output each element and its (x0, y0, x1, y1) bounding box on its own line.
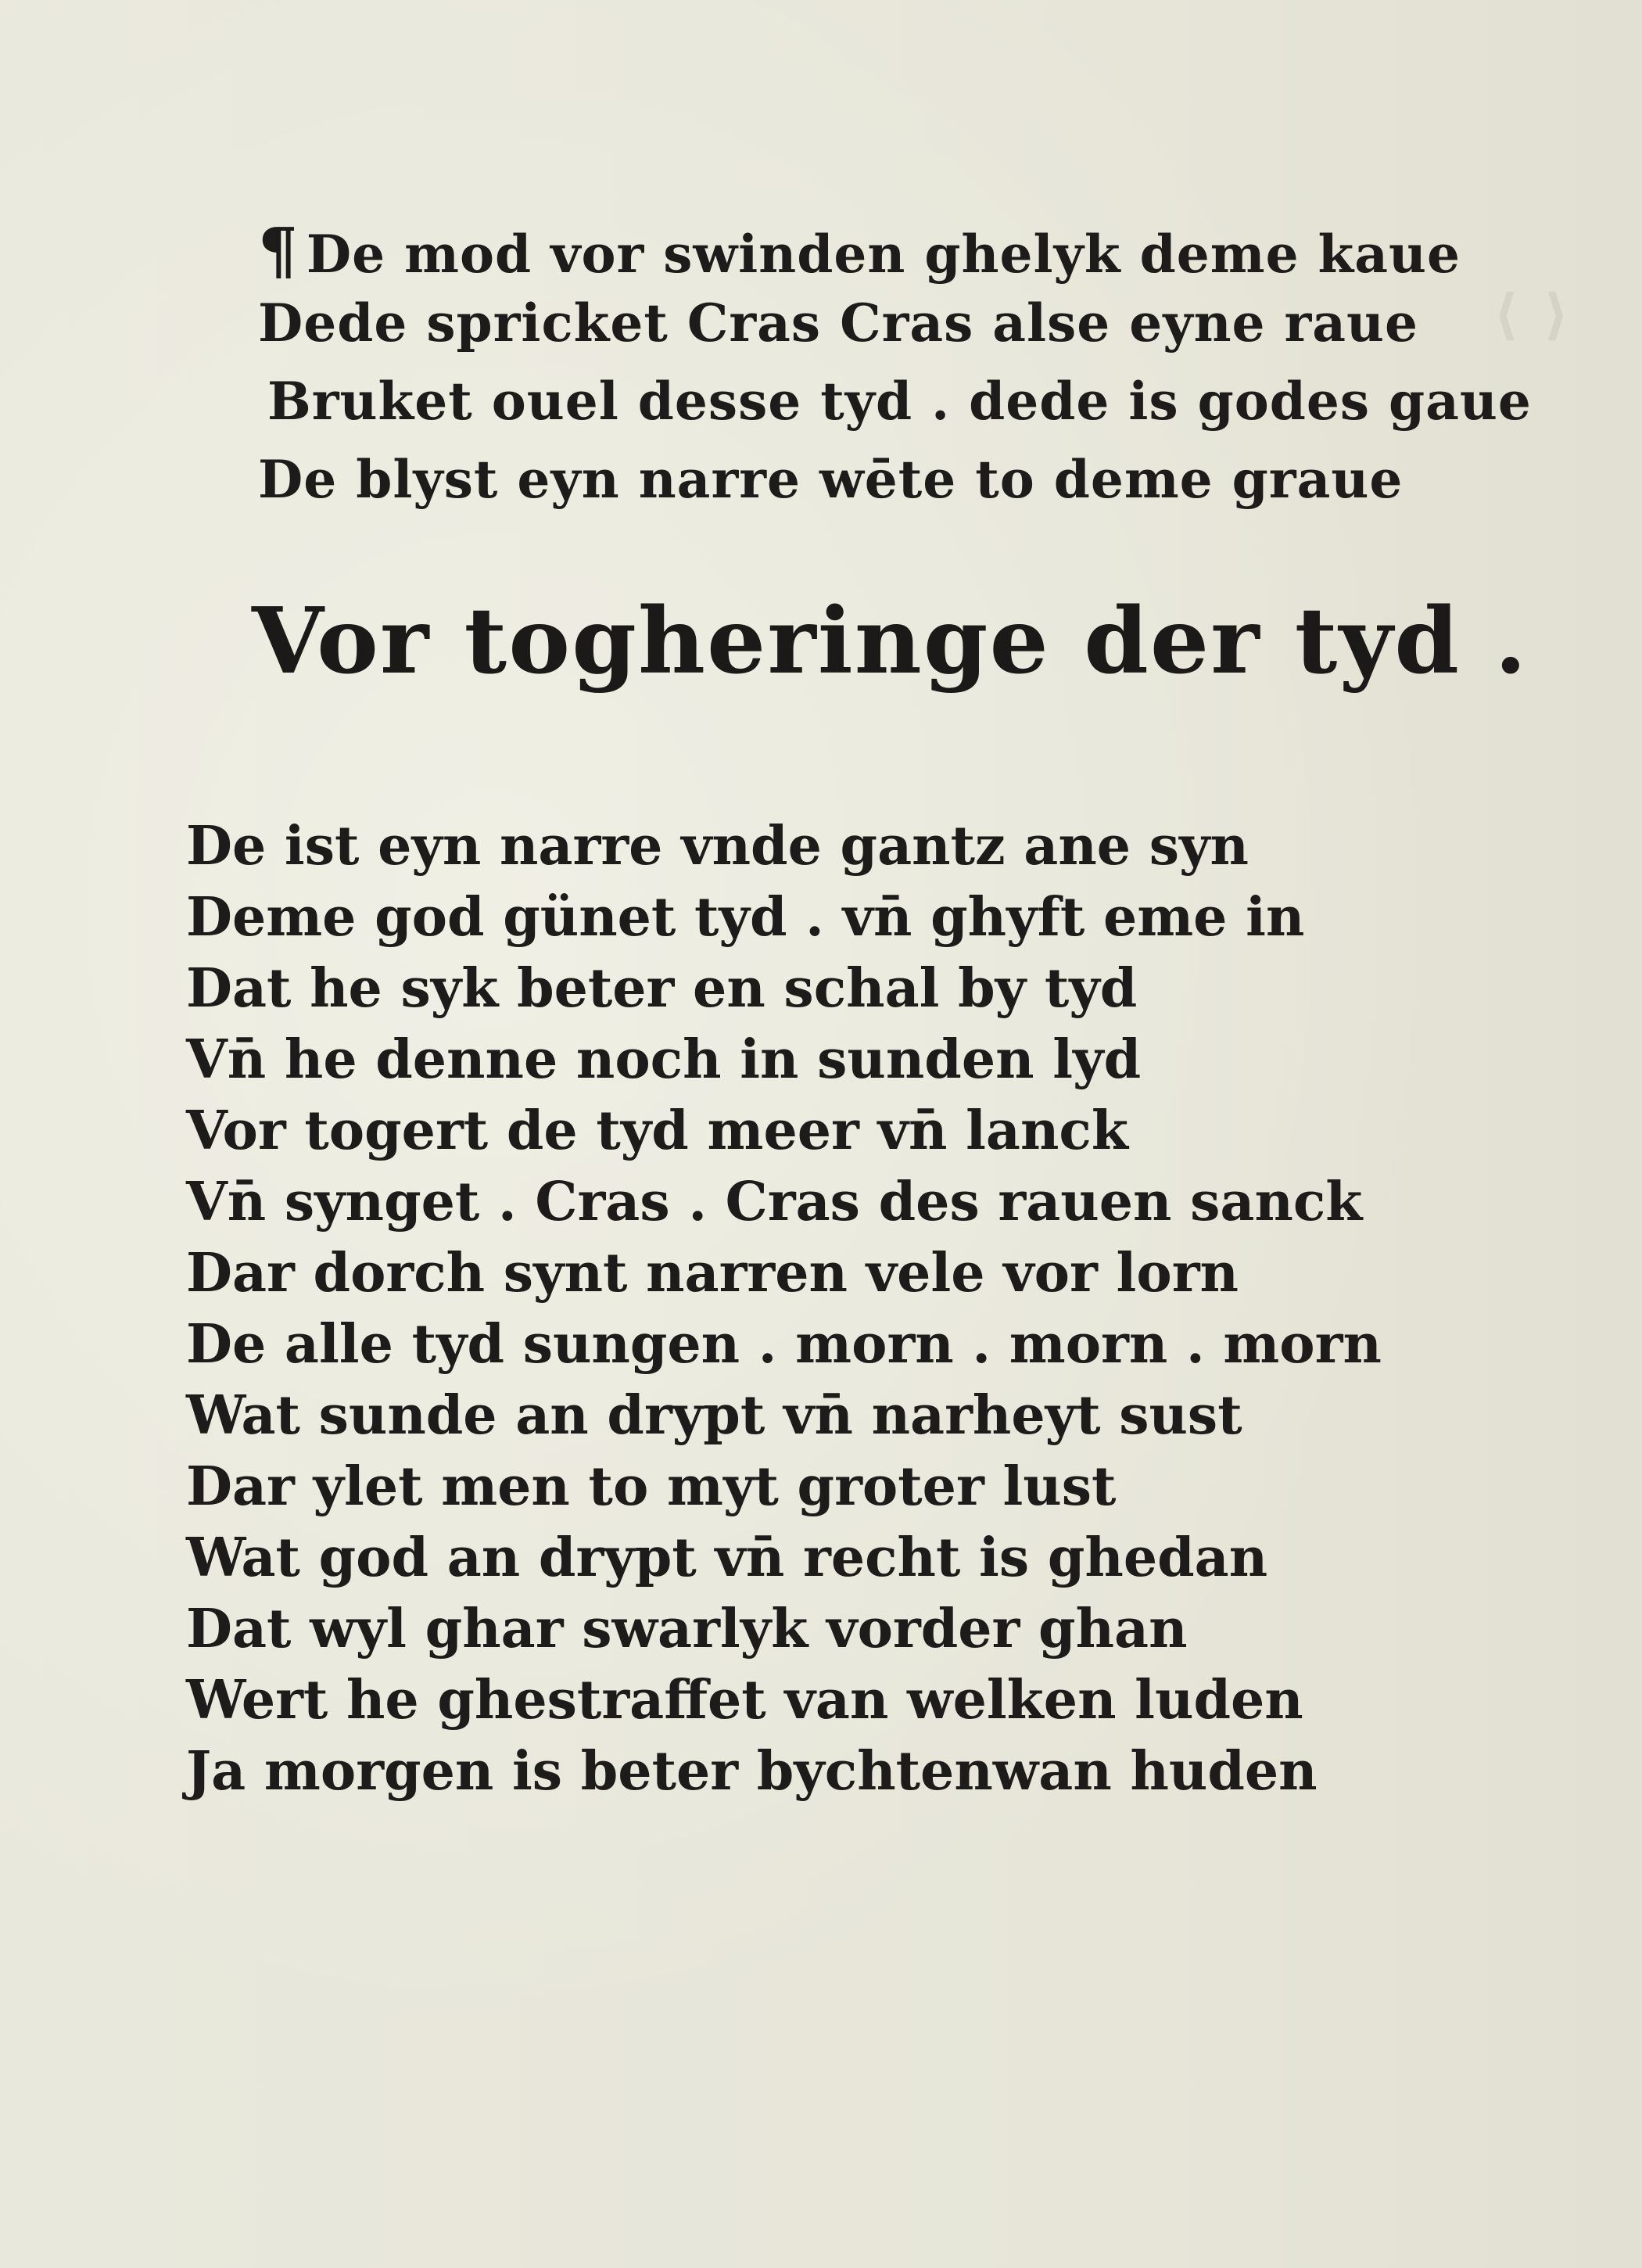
show-through-shadow: ⟨ ⟩ (1493, 282, 1572, 346)
main-stanza (186, 815, 1382, 1816)
top-stanza-line: De blyst eyn narre wēte to deme graue (258, 449, 1404, 510)
top-stanza (258, 214, 1532, 532)
main-stanza-line: Vn̄ synget . Cras . Cras des rauen sanck (186, 1171, 1363, 1233)
main-stanza-line: Ja morgen is beter bychtenwan huden (186, 1740, 1318, 1803)
top-stanza-line: ¶ De mod vor swinden ghelyk deme kaue (258, 214, 1461, 287)
main-stanza-line: Vor togert de tyd meer vn̄ lanck (186, 1100, 1128, 1162)
main-stanza-line: De ist eyn narre vnde gantz ane syn (186, 815, 1249, 877)
main-stanza-line: Wat god an drypt vn̄ recht is ghedan (186, 1527, 1268, 1589)
main-stanza-line: Deme god günet tyd . vn̄ ghyft eme in (186, 886, 1305, 949)
main-stanza-line: Dar ylet men to myt groter lust (186, 1455, 1117, 1518)
main-stanza-line: Wat sunde an drypt vn̄ narheyt sust (186, 1384, 1242, 1447)
top-stanza-line: Dede spricket Cras Cras alse eyne raue (258, 292, 1419, 353)
main-stanza-line: Vn̄ he denne noch in sunden lyd (186, 1028, 1142, 1091)
main-stanza-line: Wert he ghestraffet van welken luden (186, 1669, 1303, 1732)
main-stanza-line: Dat wyl ghar swarlyk vorder ghan (186, 1598, 1188, 1660)
main-stanza-line: De alle tyd sungen . morn . morn . morn (186, 1313, 1382, 1376)
section-heading: Vor togheringe der tyd . (252, 588, 1529, 694)
top-stanza-line: Bruket ouel desse tyd . dede is godes gaue (267, 371, 1532, 432)
main-stanza-line: Dar dorch synt narren vele vor lorn (186, 1242, 1239, 1304)
pilcrow-mark: ¶ (258, 214, 299, 287)
main-stanza-line: Dat he syk beter en schal by tyd (186, 957, 1138, 1020)
